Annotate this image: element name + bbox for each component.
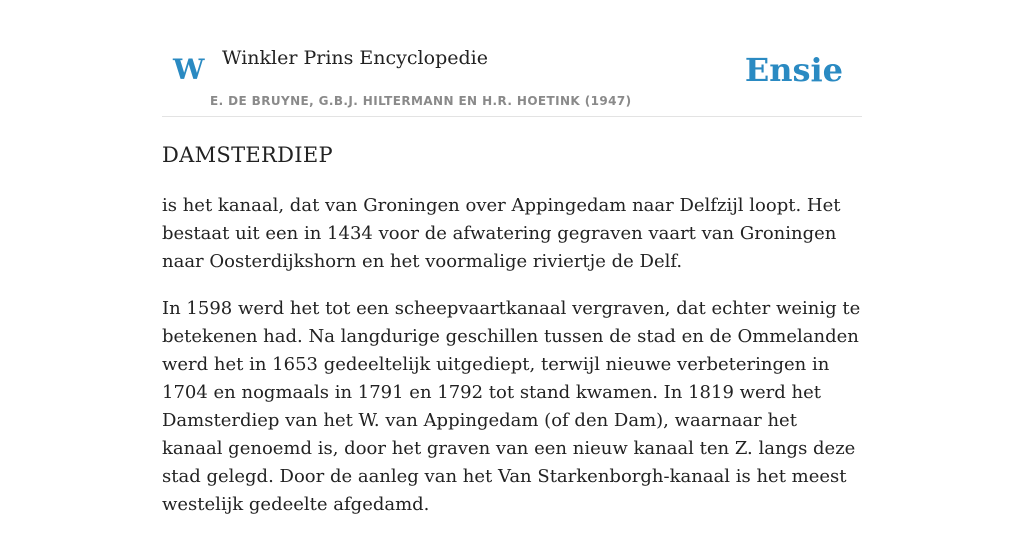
authors-line: E. DE BRUYNE, G.B.J. HILTERMANN EN H.R. HOETINK (1947) (210, 94, 632, 108)
ensie-logo[interactable]: Ensie (744, 51, 843, 89)
page (162, 0, 862, 515)
paragraph: is het kanaal, dat van Groningen over Appingedam naar Delfzijl loopt. Het bestaat uit een in 1434 voor de afwatering gegraven vaart van Groningen naar Oosterdijkshorn en het voormalige riviertje de Delf. (162, 195, 841, 272)
encyclopedia-logo[interactable]: W (173, 53, 205, 86)
entry-body (162, 192, 862, 538)
header (162, 0, 862, 117)
encyclopedia-title[interactable]: Winkler Prins Encyclopedie (222, 47, 488, 69)
entry-title: DAMSTERDIEP (162, 143, 333, 167)
paragraph: In 1598 werd het tot een scheepvaartkanaal vergraven, dat echter weinig te betekenen had. Na langdurige geschillen tussen de stad en de Ommelanden werd het in 1653 gedeeltelijk uitgediept, terwijl nieuwe verbeteringen in 1704 en nogmaals in 1791 en 1792 tot stand kwamen. In 1819 werd het Damsterdiep van het W. van Appingedam (of den Dam), waarnaar het kanaal genoemd is, door het graven van een nieuw kanaal ten Z. langs deze stad gelegd. Door de aanleg van het Van Starkenborgh-kanaal is het meest westelijk gedeelte afgedamd. (162, 298, 861, 515)
